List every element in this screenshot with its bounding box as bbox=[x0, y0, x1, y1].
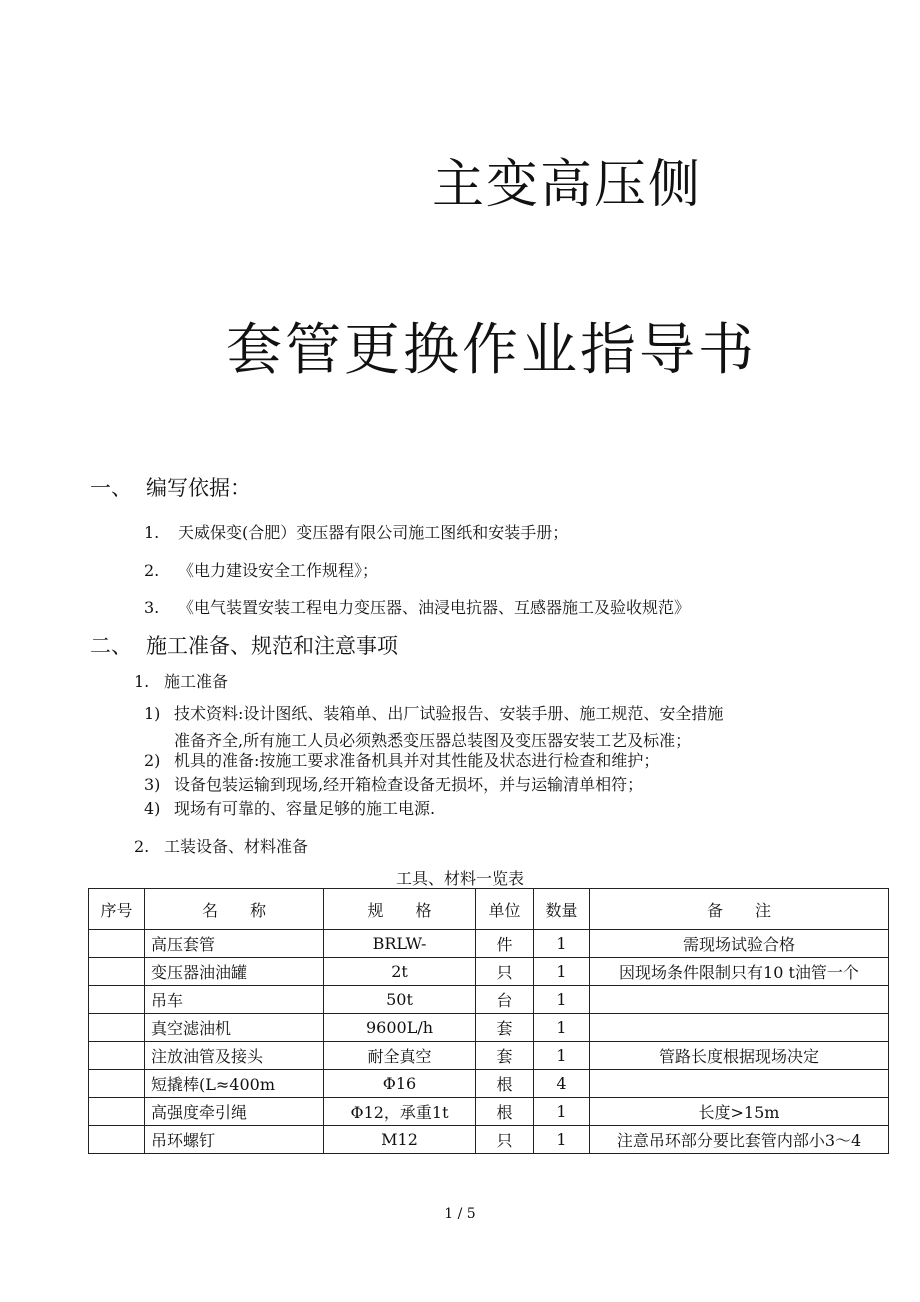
section2-heading bbox=[90, 630, 398, 660]
table-row bbox=[89, 1098, 889, 1126]
cell-serial bbox=[89, 1014, 145, 1042]
header-unit: 单位 bbox=[476, 889, 534, 930]
subsection-number: 2. bbox=[134, 837, 150, 856]
cell-remarks bbox=[590, 1014, 889, 1042]
table-row bbox=[89, 1014, 889, 1042]
cell-quantity: 4 bbox=[534, 1070, 590, 1098]
prep-item-text: 现场有可靠的、容量足够的施工电源. bbox=[174, 799, 436, 818]
prep-item-number: 4) bbox=[144, 799, 161, 818]
cell-quantity: 1 bbox=[534, 1014, 590, 1042]
cell-unit: 套 bbox=[476, 1014, 534, 1042]
subsection-number: 1. bbox=[134, 672, 150, 691]
cell-quantity: 1 bbox=[534, 930, 590, 958]
cell-name: 真空滤油机 bbox=[145, 1014, 324, 1042]
cell-remarks: 因现场条件限制只有10 t油管一个 bbox=[590, 958, 889, 986]
table-row bbox=[89, 930, 889, 958]
prep-item-text: 机具的准备:按施工要求准备机具并对其性能及状态进行检查和维护； bbox=[174, 751, 660, 770]
cell-spec: M12 bbox=[324, 1126, 476, 1154]
materials-table bbox=[88, 888, 889, 1154]
cell-unit: 根 bbox=[476, 1098, 534, 1126]
cell-unit: 根 bbox=[476, 1070, 534, 1098]
reference-number: 3. bbox=[144, 598, 160, 617]
cell-name: 高压套管 bbox=[145, 930, 324, 958]
cell-name: 注放油管及接头 bbox=[145, 1042, 324, 1070]
cell-unit: 只 bbox=[476, 958, 534, 986]
header-remarks: 备 注 bbox=[590, 889, 889, 930]
cell-serial bbox=[89, 986, 145, 1014]
table-header-row bbox=[89, 889, 889, 930]
reference-number: 1. bbox=[144, 523, 160, 542]
cell-spec: 耐全真空 bbox=[324, 1042, 476, 1070]
cell-quantity: 1 bbox=[534, 1042, 590, 1070]
cell-spec: 9600L/h bbox=[324, 1014, 476, 1042]
cell-serial bbox=[89, 958, 145, 986]
cell-name: 吊环螺钉 bbox=[145, 1126, 324, 1154]
cell-spec: 50t bbox=[324, 986, 476, 1014]
table-caption: 工具、材料一览表 bbox=[395, 869, 524, 888]
table-row bbox=[89, 1126, 889, 1154]
prep-item-continuation: 准备齐全,所有施工人员必须熟悉变压器总装图及变压器安装工艺及标准； bbox=[174, 731, 692, 750]
cell-unit: 只 bbox=[476, 1126, 534, 1154]
header-quantity: 数量 bbox=[534, 889, 590, 930]
cell-quantity: 1 bbox=[534, 1126, 590, 1154]
cell-spec: 2t bbox=[324, 958, 476, 986]
cell-unit: 台 bbox=[476, 986, 534, 1014]
reference-item bbox=[144, 520, 568, 543]
cell-remarks: 注意吊环部分要比套管内部小3～4 bbox=[590, 1126, 889, 1154]
prep-item bbox=[144, 702, 723, 726]
cell-remarks bbox=[590, 1070, 889, 1098]
cell-serial bbox=[89, 1070, 145, 1098]
cell-remarks: 管路长度根据现场决定 bbox=[590, 1042, 889, 1070]
cell-serial bbox=[89, 1098, 145, 1126]
document-title-line2: 套管更换作业指导书 bbox=[226, 318, 757, 383]
header-serial: 序号 bbox=[89, 889, 145, 930]
cell-name: 短撬棒(L≈400m bbox=[145, 1070, 324, 1098]
header-spec: 规 格 bbox=[324, 889, 476, 930]
reference-item bbox=[144, 558, 378, 581]
prep-item-text: 设备包装运输到现场,经开箱检查设备无损坏，并与运输清单相符； bbox=[174, 775, 644, 794]
cell-remarks: 需现场试验合格 bbox=[590, 930, 889, 958]
section2-title: 施工准备、规范和注意事项 bbox=[146, 634, 398, 658]
prep-item bbox=[144, 797, 435, 821]
section1-heading bbox=[90, 472, 251, 502]
prep-item-number: 2) bbox=[144, 751, 161, 770]
subsection-title: 工装设备、材料准备 bbox=[164, 837, 309, 856]
table-row bbox=[89, 958, 889, 986]
table-row bbox=[89, 1070, 889, 1098]
cell-serial bbox=[89, 1126, 145, 1154]
cell-unit: 件 bbox=[476, 930, 534, 958]
section2-number: 二、 bbox=[90, 634, 132, 658]
subsection-heading bbox=[134, 669, 228, 692]
prep-item-number: 3) bbox=[144, 775, 161, 794]
cell-name: 吊车 bbox=[145, 986, 324, 1014]
prep-item bbox=[144, 773, 643, 797]
table-row bbox=[89, 986, 889, 1014]
cell-remarks bbox=[590, 986, 889, 1014]
reference-number: 2. bbox=[144, 561, 160, 580]
cell-name: 变压器油油罐 bbox=[145, 958, 324, 986]
cell-serial bbox=[89, 930, 145, 958]
cell-spec: Φ16 bbox=[324, 1070, 476, 1098]
cell-unit: 套 bbox=[476, 1042, 534, 1070]
reference-text: 《电气装置安装工程电力变压器、油浸电抗器、互感器施工及验收规范》 bbox=[178, 598, 691, 617]
prep-item-number: 1) bbox=[144, 704, 161, 723]
cell-spec: BRLW- bbox=[324, 930, 476, 958]
subsection-heading bbox=[134, 834, 308, 857]
reference-text: 《电力建设安全工作规程》； bbox=[178, 561, 379, 580]
prep-item bbox=[144, 749, 659, 773]
cell-quantity: 1 bbox=[534, 986, 590, 1014]
subsection-title: 施工准备 bbox=[164, 672, 229, 691]
reference-text: 天威保变(合肥）变压器有限公司施工图纸和安装手册； bbox=[178, 523, 569, 542]
section1-number: 一、 bbox=[90, 476, 132, 500]
cell-quantity: 1 bbox=[534, 1098, 590, 1126]
header-name: 名 称 bbox=[145, 889, 324, 930]
section1-title: 编写依据： bbox=[146, 476, 251, 500]
page-number: 1 / 5 bbox=[444, 1206, 476, 1222]
document-title-line1: 主变高压侧 bbox=[432, 155, 703, 215]
cell-spec: Φ12，承重1t bbox=[324, 1098, 476, 1126]
cell-serial bbox=[89, 1042, 145, 1070]
reference-item bbox=[144, 595, 690, 618]
cell-quantity: 1 bbox=[534, 958, 590, 986]
prep-item-text: 技术资料:设计图纸、装箱单、出厂试验报告、安装手册、施工规范、安全措施 bbox=[174, 704, 724, 723]
table-row bbox=[89, 1042, 889, 1070]
cell-name: 高强度牵引绳 bbox=[145, 1098, 324, 1126]
cell-remarks: 长度>15m bbox=[590, 1098, 889, 1126]
